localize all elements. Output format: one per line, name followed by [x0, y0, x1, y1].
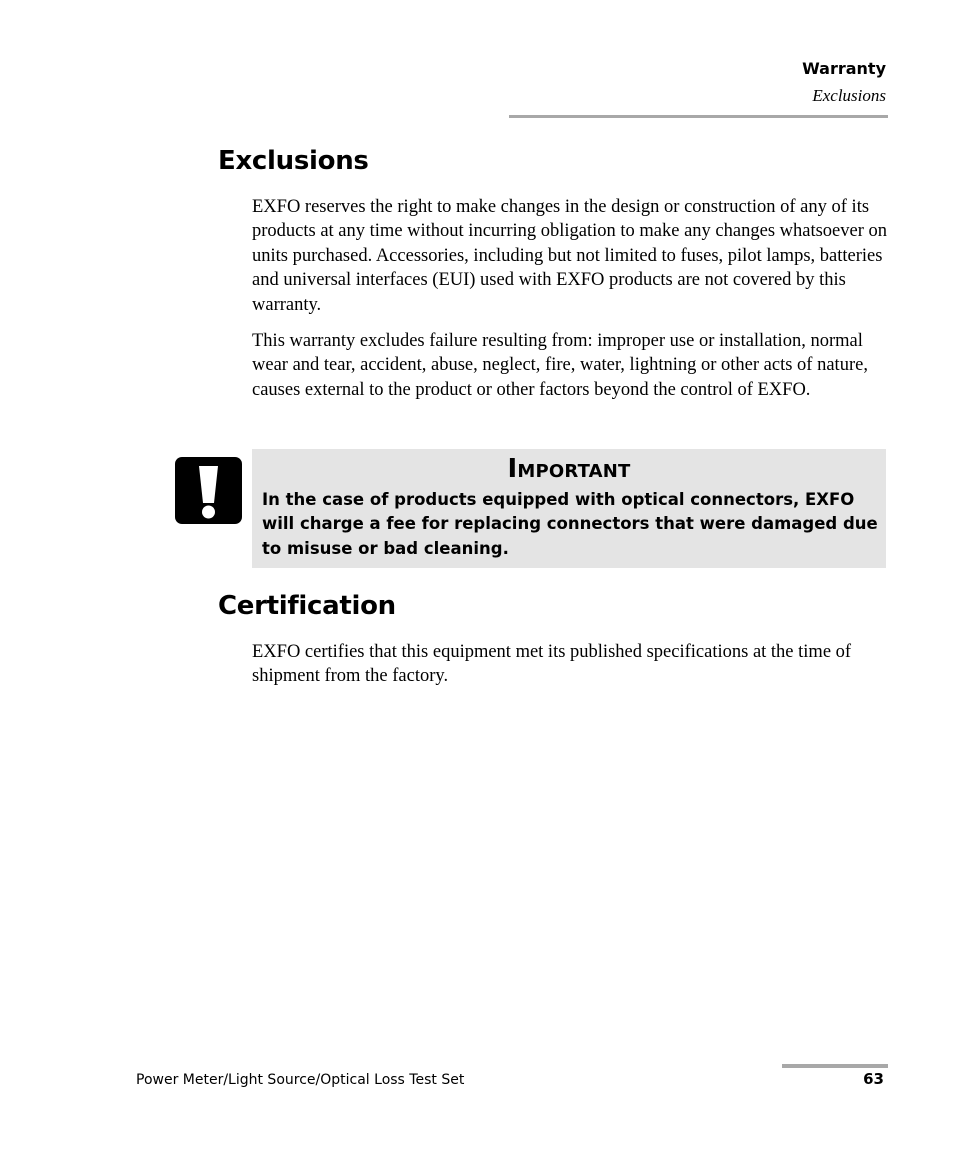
page-number: 63 — [863, 1070, 884, 1088]
footer-divider — [782, 1064, 888, 1068]
important-note — [252, 449, 886, 568]
header-divider — [509, 115, 888, 118]
exclusions-paragraph-1: EXFO reserves the right to make changes in the design or construction of any of its products at any time without incurring obligation to make any changes whatsoever on units purchased. Accessories, including but not limited to fuses, pilot lamps, batteries and universal interfaces (EUI) used with EXFO products are not covered by this warranty. — [252, 197, 888, 315]
exclamation-icon — [175, 457, 242, 524]
important-text: In the case of products equipped with optical connectors, EXFO will charge a fee for replacing connectors that were damaged due to misuse or bad cleaning. — [262, 490, 878, 558]
running-header-chapter: Warranty — [802, 59, 886, 78]
important-title: Important — [507, 454, 631, 484]
exclusions-paragraph-2: This warranty excludes failure resulting from: improper use or installation, normal wear and tear, accident, abuse, neglect, fire, water, lightning or other acts of nature, causes external to the product or other factors beyond the control of EXFO. — [252, 331, 868, 400]
running-header-section: Exclusions — [812, 86, 886, 105]
footer-document-title: Power Meter/Light Source/Optical Loss Test Set — [136, 1072, 465, 1088]
certification-heading: Certification — [218, 591, 396, 621]
certification-paragraph: EXFO certifies that this equipment met its published specifications at the time of shipment from the factory. — [252, 642, 852, 687]
running-header — [802, 58, 886, 107]
exclusions-heading: Exclusions — [218, 146, 369, 176]
